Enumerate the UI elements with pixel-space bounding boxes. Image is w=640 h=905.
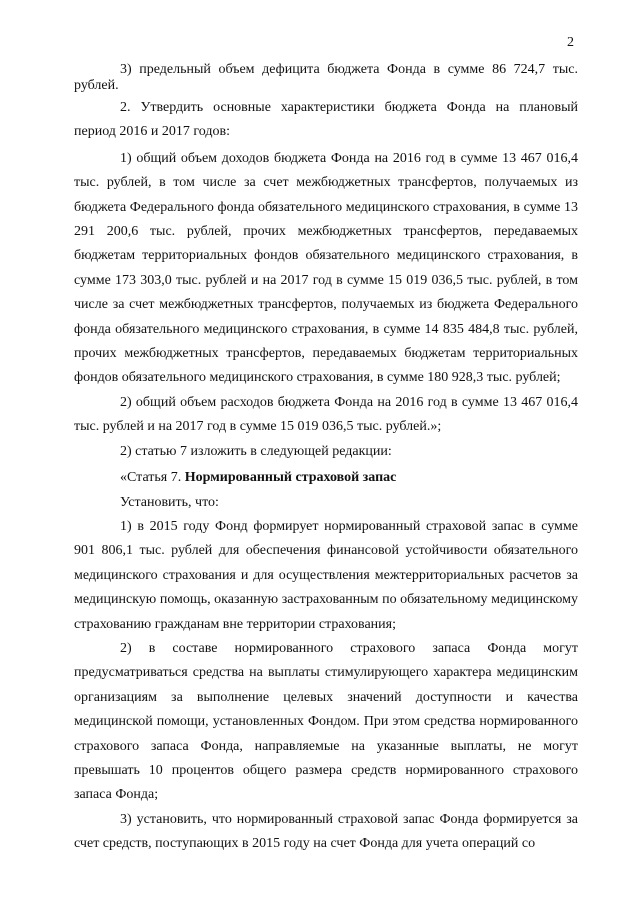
paragraph-deficit: 3) предельный объем дефицита бюджета Фонда в сумме 86 724,7 тыс. рублей. (74, 62, 578, 93)
article-heading-title: Нормированный страховой запас (184, 470, 397, 486)
article-heading-prefix: «Статья 7. (120, 470, 185, 486)
paragraph-item-3: 3) установить, что нормированный страховой запас Фонда формируется за счет средств, поступающих в 2015 году на счет Фонда для учета операций со (74, 811, 578, 852)
paragraph-expenses: 2) общий объем расходов бюджета Фонда на 2016 год в сумме 13 467 016,4 тыс. рублей и на 2017 год в сумме 15 019 036,5 тыс. рублей.»; (74, 394, 578, 435)
paragraph-item-2: 2) в составе нормированного страхового запаса Фонда могут предусматриваться средства на выплаты стимулирующего характера медицинским организациям за выполнение целевых значений доступности и качества медицинской помощи, установленных Фондом. При этом средства нормированного страхового запаса Фонда, направляемые на указанные выплаты, не могут превышать 10 процентов общего размера средств нормированного страхового запаса Фонда; (74, 640, 578, 803)
paragraph-planning-period: 2. Утвердить основные характеристики бюджета Фонда на плановый период 2016 и 2017 годов: (74, 100, 578, 140)
article-heading (74, 466, 578, 490)
paragraph-revenues: 1) общий объем доходов бюджета Фонда на 2016 год в сумме 13 467 016,4 тыс. рублей, в том числе за счет межбюджетных трансфертов, получаемых из бюджета Федерального фонда обязательного медицинского страхования, в сумме 13 291 200,6 тыс. рублей, прочих межбюджетных трансфертов, передаваемых бюджетам территориальных фондов обязательного медицинского страхования, в сумме 173 303,0 тыс. рублей и на 2017 год в сумме 15 019 036,5 тыс. рублей, в том числе за счет межбюджетных трансфертов, получаемых из бюджета Федерального фонда обязательного медицинского страхования, в сумме 14 835 484,8 тыс. рублей, прочих межбюджетных трансфертов, передаваемых бюджетам территориальных фондов обязательного медицинского страхования, в сумме 180 928,3 тыс. рублей; (74, 150, 578, 386)
paragraph-item-1: 1) в 2015 году Фонд формирует нормированный страховой запас в сумме 901 806,1 тыс. рублей для обеспечения финансовой устойчивости обязательного медицинского страхования и для осуществления межтерриториальных расчетов за медицинскую помощь, оказанную застрахованным по обязательному медицинскому страхованию гражданам вне территории страхования; (74, 518, 578, 632)
document-body (74, 62, 578, 857)
paragraph-establish: Установить, что: (120, 494, 219, 510)
page-number: 2 (567, 35, 574, 50)
paragraph-article-7-intro: 2) статью 7 изложить в следующей редакции: (120, 443, 392, 459)
